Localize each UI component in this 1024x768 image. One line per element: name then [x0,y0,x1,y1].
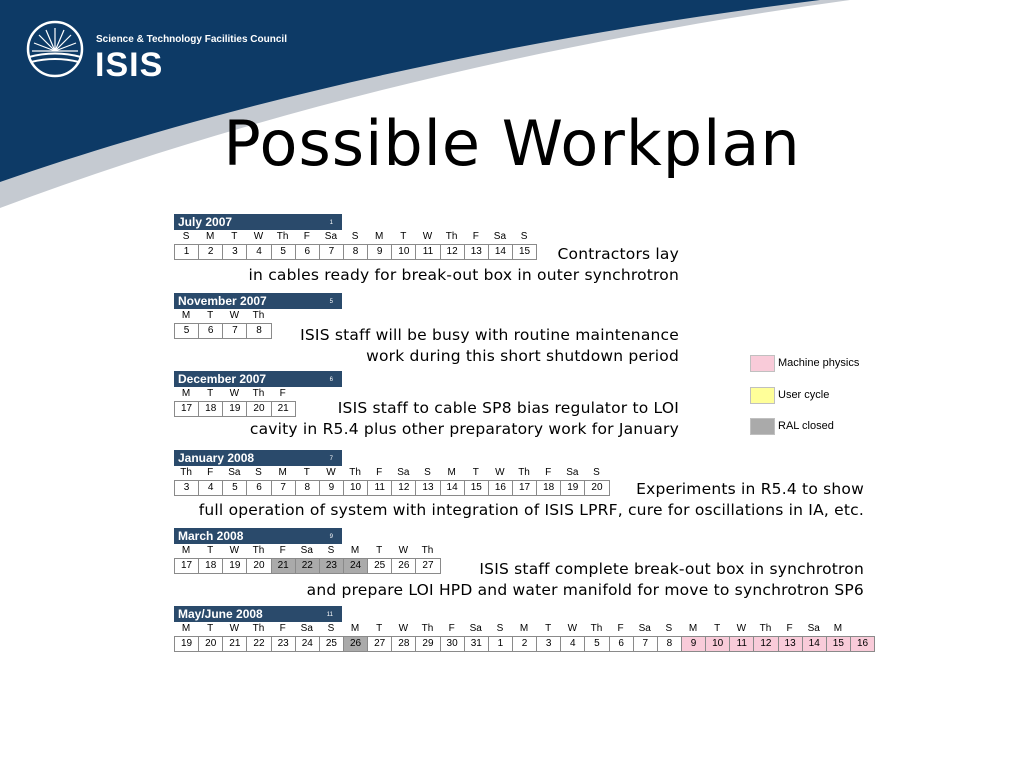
weekday-label: T [376,623,383,634]
date-cell: 17 [175,558,199,574]
weekday-label: Sa [228,467,241,478]
date-cell: 21 [223,636,247,652]
weekday-label: M [206,231,215,242]
weekday-row [174,622,875,636]
date-cell: 8 [658,636,682,652]
date-cell: 7 [272,480,296,496]
date-cell: 3 [175,480,199,496]
weekday-label: Th [252,545,265,556]
weekday-label: Th [759,623,772,634]
date-cell: 6 [296,244,320,260]
weekday-label: F [617,623,624,634]
month-header [174,450,342,466]
weekday-label: F [279,545,286,556]
weekday-label: M [181,388,191,399]
date-cell: 1 [489,636,513,652]
weekday-label: Sa [397,467,410,478]
date-cell: 2 [199,244,223,260]
date-cell: 12 [754,636,778,652]
date-cell: 19 [561,480,585,496]
weekday-label: Th [421,623,434,634]
date-cell: 23 [320,558,344,574]
date-cell: 17 [175,401,199,417]
weekday-label: S [182,231,190,242]
date-cell: 11 [416,244,440,260]
date-cell: 24 [296,636,320,652]
note-line: ISIS staff complete break-out box in synchrotron [479,560,864,578]
month-header [174,606,342,622]
note-line: cavity in R5.4 plus other preparatory work for January [249,420,679,438]
weekday-label: W [398,545,409,556]
date-cell: 19 [223,401,247,417]
weekday-label: S [327,545,335,556]
date-cell: 9 [368,244,392,260]
date-cell: 10 [392,244,416,260]
date-cell: 13 [465,244,489,260]
month-number: 11 [326,612,333,618]
weekday-label: Sa [300,623,313,634]
weekday-label: T [376,545,383,556]
weekday-row [174,230,537,244]
date-cell: 22 [247,636,271,652]
date-cell: 7 [634,636,658,652]
date-cell: 20 [247,558,271,574]
date-cell: 15 [827,636,851,652]
weekday-label: S [593,467,600,478]
weekday-label: F [279,388,286,399]
note-january [199,479,864,521]
weekday-label: Sa [807,623,820,634]
weekday-label: Sa [566,467,579,478]
date-cell: 5 [175,323,199,339]
weekday-label: F [279,623,286,634]
date-cell: 24 [344,558,368,574]
note-line: Contractors lay [557,245,679,263]
month-header [174,528,342,544]
weekday-label: W [398,623,409,634]
weekday-label: T [400,231,407,242]
date-cell: 13 [779,636,803,652]
weekday-label: W [229,623,240,634]
date-cell: 5 [223,480,247,496]
weekday-label: Sa [638,623,651,634]
month-number: 5 [329,299,333,305]
weekday-label: Th [349,467,361,478]
weekday-row [174,309,342,323]
date-cell: 5 [272,244,296,260]
month-number: 7 [329,456,333,462]
date-cell: 20 [199,636,223,652]
weekday-row [174,466,610,480]
weekday-label: W [229,310,240,321]
org-name: Science & Technology Facilities Council [96,34,287,45]
month-number: 9 [329,534,333,540]
weekday-label: W [567,623,578,634]
date-cell: 1 [175,244,199,260]
note-december [250,398,679,440]
date-cell: 6 [199,323,223,339]
note-line: ISIS staff to cable SP8 bias regulator to LOI [337,399,679,417]
month-title: March 2008 [178,529,244,543]
month-header [174,371,342,387]
logo-text: ISIS [95,46,164,84]
date-cell: 21 [272,558,296,574]
date-row [174,636,875,652]
weekday-label: T [207,545,214,556]
weekday-label: M [278,467,287,478]
weekday-label: M [181,545,191,556]
date-cell: 5 [585,636,609,652]
weekday-label: T [207,310,214,321]
weekday-label: W [253,231,264,242]
date-cell: 20 [585,480,609,496]
weekday-label: F [376,467,383,478]
weekday-label: M [688,623,698,634]
legend-label: User cycle [778,389,830,401]
date-cell: 13 [416,480,440,496]
date-cell: 22 [296,558,320,574]
date-cell: 15 [465,480,489,496]
month-number: 6 [329,377,333,383]
date-cell: 19 [223,558,247,574]
note-line: ISIS staff will be busy with routine maintenance [300,326,679,344]
legend-swatch [750,387,775,404]
weekday-label: Th [252,310,265,321]
legend-swatch [750,355,775,372]
sunburst-icon [26,20,84,78]
weekday-label: M [181,623,191,634]
isis-logo [26,20,286,84]
note-november [300,325,679,367]
date-cell: 3 [537,636,561,652]
note-july [249,244,679,286]
weekday-label: F [207,467,214,478]
date-cell: 4 [247,244,271,260]
weekday-label: Th [518,467,530,478]
date-cell: 14 [489,244,513,260]
weekday-label: W [326,467,336,478]
date-cell: 10 [706,636,730,652]
month-title: July 2007 [178,215,233,229]
weekday-label: Th [421,545,434,556]
weekday-label: Th [276,231,289,242]
weekday-label: M [181,310,191,321]
weekday-label: F [786,623,793,634]
note-line: Experiments in R5.4 to show [636,480,864,498]
date-cell: 28 [392,636,416,652]
weekday-label: Sa [324,231,338,242]
date-cell: 2 [513,636,537,652]
weekday-label: Sa [469,623,482,634]
date-cell: 9 [320,480,344,496]
date-cell: 11 [368,480,392,496]
date-cell: 30 [441,636,465,652]
date-cell: 12 [441,244,465,260]
date-cell: 16 [851,636,875,652]
date-cell: 25 [320,636,344,652]
weekday-label: Th [180,467,192,478]
date-cell: 3 [223,244,247,260]
date-cell: 20 [247,401,271,417]
date-cell: 16 [489,480,513,496]
date-cell: 17 [513,480,537,496]
date-cell: 4 [199,480,223,496]
weekday-label: F [472,231,479,242]
month-title: December 2007 [178,372,267,386]
weekday-label: T [231,231,238,242]
date-cell: 26 [392,558,416,574]
weekday-label: Th [590,623,603,634]
date-cell: 18 [199,558,223,574]
legend-label: RAL closed [778,420,834,432]
weekday-label: M [350,545,360,556]
date-cell: 4 [561,636,585,652]
legend-label: Machine physics [778,357,860,369]
note-line: and prepare LOI HPD and water manifold for move to synchrotron SP6 [306,581,864,599]
weekday-label: M [519,623,529,634]
weekday-label: S [327,623,335,634]
weekday-label: W [229,545,240,556]
note-line: in cables ready for break-out box in outer synchrotron [248,266,679,284]
month-number: 1 [329,220,333,226]
weekday-label: S [520,231,528,242]
calendar-may-june-2008 [174,606,875,652]
date-cell: 9 [682,636,706,652]
date-cell: 27 [368,636,392,652]
month-header [174,293,342,309]
month-title: May/June 2008 [178,607,263,621]
date-cell: 7 [320,244,344,260]
weekday-label: W [736,623,747,634]
date-cell: 8 [247,323,271,339]
weekday-label: W [422,231,433,242]
weekday-label: T [303,467,310,478]
weekday-label: S [665,623,673,634]
weekday-label: W [229,388,240,399]
date-cell: 12 [392,480,416,496]
date-cell: 26 [344,636,368,652]
date-cell: 18 [537,480,561,496]
date-cell: 11 [730,636,754,652]
weekday-label: T [714,623,721,634]
date-cell: 31 [465,636,489,652]
date-cell: 29 [416,636,440,652]
weekday-label: Th [252,388,265,399]
weekday-label: S [255,467,262,478]
date-cell: 15 [513,244,537,260]
month-header [174,214,342,230]
weekday-label: F [448,623,455,634]
weekday-label: W [495,467,505,478]
weekday-label: Th [252,623,265,634]
weekday-label: T [207,388,214,399]
month-title: November 2007 [178,294,267,308]
date-cell: 21 [272,401,296,417]
weekday-row [174,544,441,558]
note-line: work during this short shutdown period [366,347,679,365]
date-cell: 7 [223,323,247,339]
weekday-label: Sa [493,231,507,242]
date-cell: 25 [368,558,392,574]
legend-swatch [750,418,775,435]
date-cell: 6 [610,636,634,652]
date-cell: 14 [441,480,465,496]
date-cell: 10 [344,480,368,496]
note-march [307,559,864,601]
weekday-label: F [303,231,310,242]
weekday-label: F [545,467,552,478]
weekday-label: M [447,467,456,478]
date-cell: 8 [296,480,320,496]
weekday-label: M [833,623,843,634]
weekday-label: M [350,623,360,634]
weekday-label: M [375,231,384,242]
weekday-label: T [207,623,214,634]
note-line: full operation of system with integration of ISIS LPRF, cure for oscillations in IA, etc. [198,501,864,519]
date-cell: 14 [803,636,827,652]
weekday-label: S [424,467,431,478]
date-cell: 27 [416,558,440,574]
page-title: Possible Workplan [223,107,801,180]
weekday-label: T [545,623,552,634]
weekday-label: Sa [300,545,313,556]
date-cell: 8 [344,244,368,260]
weekday-label: S [351,231,359,242]
date-cell: 23 [272,636,296,652]
date-cell: 18 [199,401,223,417]
weekday-label: T [472,467,479,478]
weekday-label: Th [445,231,458,242]
date-cell: 19 [175,636,199,652]
month-title: January 2008 [178,451,255,465]
date-cell: 6 [247,480,271,496]
weekday-label: S [496,623,504,634]
